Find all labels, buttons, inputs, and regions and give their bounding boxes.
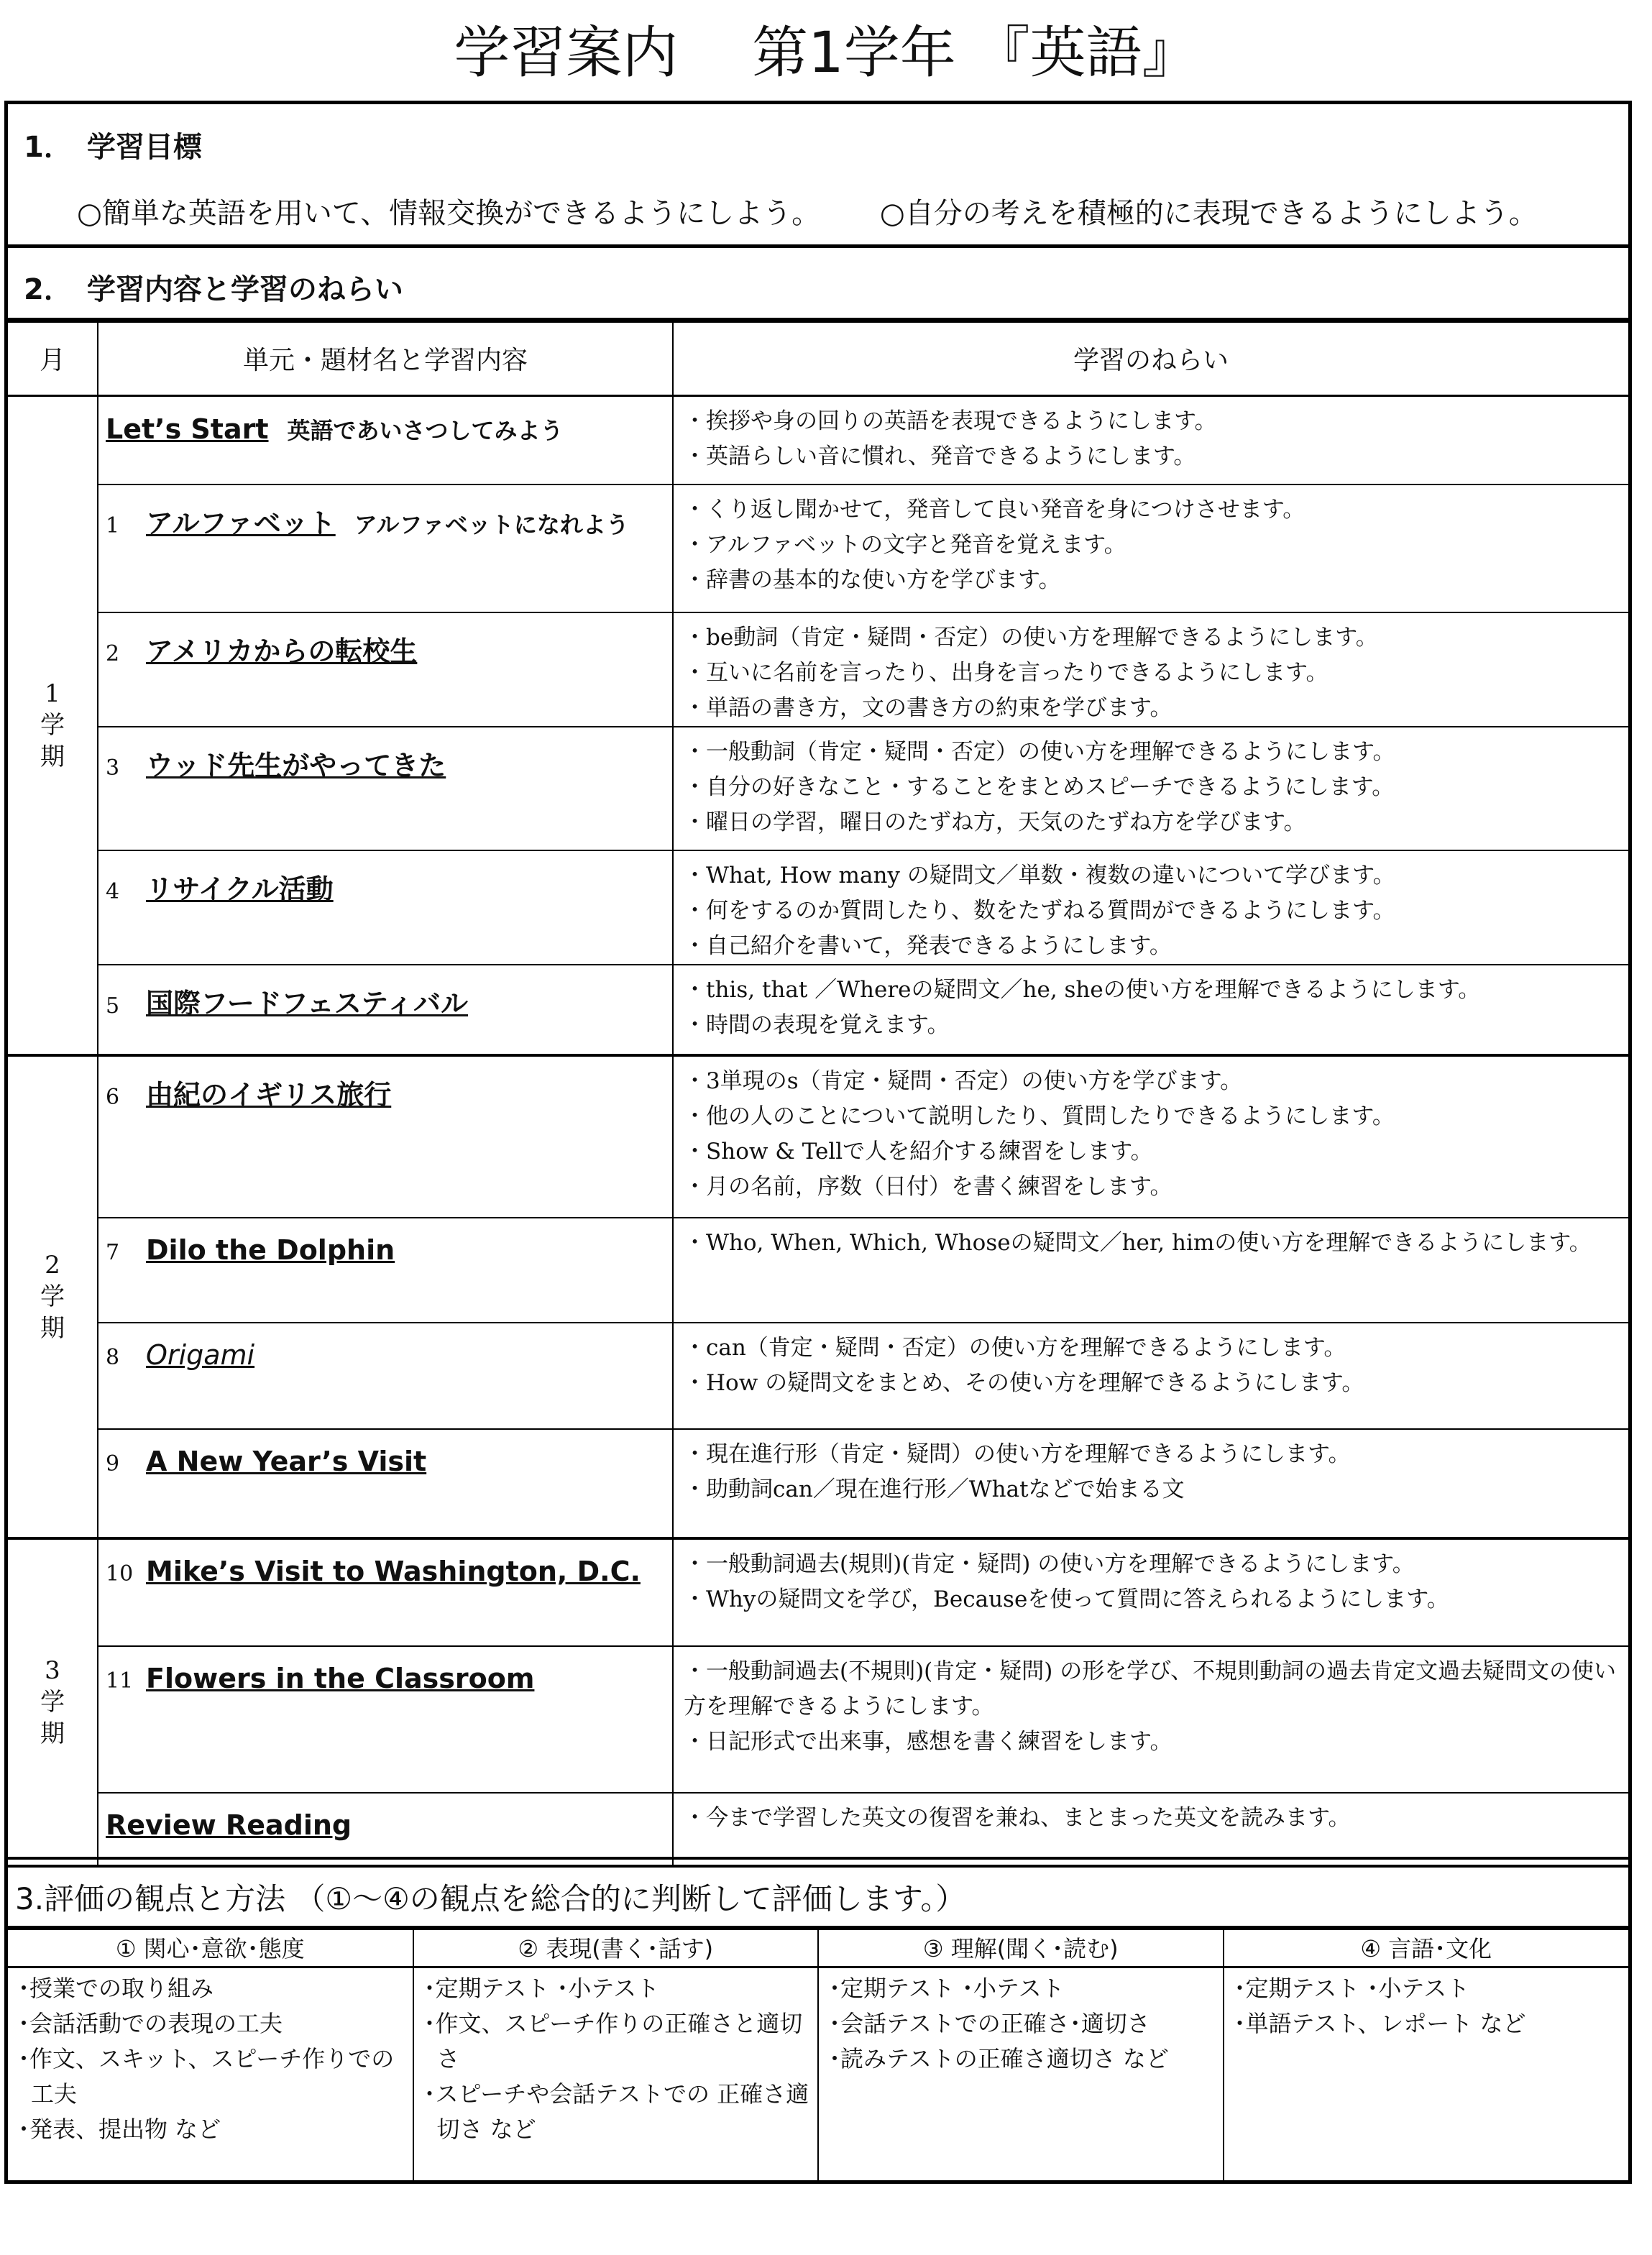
aim-item: ・一般動詞過去(不規則)(肯定・疑問) の形を学び、不規則動詞の過去肯定文過去疑問文の使い方を理解できるようにします。 (684, 1658, 1616, 1719)
aim-cell (673, 1538, 1628, 1646)
term-label (8, 1055, 98, 1538)
unit-number: 4 (106, 879, 120, 904)
aim-cell (673, 1218, 1628, 1323)
aim-cell (673, 1793, 1628, 1866)
aim-item: ・this, that ／Whereの疑問文／he, sheの使い方を理解できるようにします。 (684, 977, 1481, 1003)
evaluation-row (8, 1967, 1628, 2182)
term-label-char: 学 (40, 710, 65, 740)
study-plan-table (8, 321, 1628, 1868)
aim-item: ・単語の書き方，文の書き方の約束を学びます。 (684, 695, 1173, 721)
aim-item: ・挨拶や身の回りの英語を表現できるようにします。 (684, 408, 1217, 434)
table-row (8, 484, 1628, 612)
unit-subtitle: アルファベットになれよう (354, 511, 629, 538)
aim-item: ・自分の好きなこと・することをまとめスピーチできるようにします。 (684, 774, 1395, 800)
unit-cell (98, 1055, 673, 1218)
evaluation-method-item: ･読みテストの正確さ適切さ など (829, 2044, 1169, 2072)
goal-item: ○簡単な英語を用いて、情報交換ができるようにしよう。 (77, 197, 821, 230)
aim-item: ・今まで学習した英文の復習を兼ね、まとまった英文を読みます。 (684, 1805, 1351, 1831)
unit-number: 11 (106, 1668, 134, 1694)
term-label-char: 期 (40, 742, 65, 771)
unit-title: Flowers in the Classroom (146, 1663, 535, 1694)
evaluation-method-item: ･授業での取り組み (18, 1974, 214, 2002)
unit-title: ウッド先生がやってきた (146, 750, 446, 781)
term-label (8, 395, 98, 1055)
aim-item: ・一般動詞過去(規則)(肯定・疑問) の使い方を理解できるようにします。 (684, 1551, 1415, 1577)
unit-cell (98, 1323, 673, 1429)
aim-cell (673, 850, 1628, 965)
aim-item: ・辞書の基本的な使い方を学びます。 (684, 567, 1061, 593)
evaluation-method-item: ･スピーチや会話テストでの 正確さ適切さ など (423, 2080, 809, 2143)
unit-cell (98, 727, 673, 850)
aim-cell (673, 727, 1628, 850)
unit-number: 6 (106, 1085, 120, 1110)
column-header-aim: 学習のねらい (673, 322, 1628, 395)
content-heading: 2． 学習内容と学習のねらい (24, 273, 403, 306)
unit-number: 1 (106, 513, 120, 538)
evaluation-criterion-header: ③ 理解(聞く･読む) (818, 1929, 1224, 1967)
unit-title: Mike’s Visit to Washington, D.C. (146, 1556, 641, 1587)
goal-item: ○自分の考えを積極的に表現できるようにしよう。 (879, 197, 1538, 230)
aim-item: ・何をするのか質問したり、数をたずねる質問ができるようにします。 (684, 898, 1395, 924)
unit-number: 10 (106, 1561, 134, 1586)
unit-number: 5 (106, 993, 120, 1019)
unit-number: 7 (106, 1240, 120, 1265)
aim-cell (673, 395, 1628, 484)
evaluation-method-item: ･定期テスト ･小テスト (423, 1974, 660, 2002)
evaluation-method-item: ･会話テストでの正確さ･適切さ (829, 2009, 1150, 2037)
aim-cell (673, 965, 1628, 1055)
aim-item: ・くり返し聞かせて，発音して良い発音を身につけさせます。 (684, 497, 1305, 523)
table-row (8, 1793, 1628, 1866)
document-frame (4, 101, 1632, 2184)
aim-item: ・3単現のs（肯定・疑問・否定）の使い方を学びます。 (684, 1068, 1243, 1094)
evaluation-method-item: ･会話活動での表現の工夫 (18, 2009, 283, 2037)
evaluation-table (8, 1929, 1628, 2183)
aim-item: ・助動詞can／現在進行形／Whatなどで始まる文 (684, 1476, 1185, 1502)
unit-number: 2 (106, 641, 120, 666)
learning-goals-section (8, 104, 1628, 248)
aim-item: ・時間の表現を覚えます。 (684, 1012, 950, 1038)
unit-title: Let’s Start (106, 413, 269, 445)
aim-item: ・月の名前，序数（日付）を書く練習をします。 (684, 1174, 1173, 1200)
aim-item: ・互いに名前を言ったり、出身を言ったりできるようにします。 (684, 660, 1329, 686)
unit-title: 国際フードフェスティバル (146, 988, 469, 1019)
learning-goals (77, 190, 1588, 231)
evaluation-section (8, 1857, 1628, 1929)
aim-item: ・be動詞（肯定・疑問・否定）の使い方を理解できるようにします。 (684, 625, 1378, 651)
unit-cell (98, 1218, 673, 1323)
aim-cell (673, 1429, 1628, 1538)
unit-cell (98, 850, 673, 965)
unit-cell (98, 1646, 673, 1793)
evaluation-method-item: ･定期テスト ･小テスト (829, 1974, 1065, 2002)
aim-cell (673, 1646, 1628, 1793)
evaluation-method-item: ･作文、スキット、スピーチ作りでの工夫 (18, 2044, 395, 2108)
unit-title: Dilo the Dolphin (146, 1234, 395, 1266)
unit-subtitle: 英語であいさつしてみよう (287, 416, 564, 444)
aim-item: ・Who, When, Which, Whoseの疑問文／her, himの使い方を理解できるようにします。 (684, 1230, 1592, 1256)
table-row (8, 850, 1628, 965)
table-header-row (8, 322, 1628, 395)
unit-cell (98, 395, 673, 484)
term-label-char: 期 (40, 1719, 65, 1748)
aim-item: ・Whyの疑問文を学び，Becauseを使って質問に答えられるようにします。 (684, 1586, 1449, 1612)
evaluation-method-item: ･単語テスト、レポート など (1234, 2009, 1526, 2037)
aim-item: ・What, How many の疑問文／単数・複数の違いについて学びます。 (684, 863, 1395, 888)
evaluation-methods-cell (413, 1967, 819, 2182)
aim-item: ・現在進行形（肯定・疑問）の使い方を理解できるようにします。 (684, 1441, 1351, 1467)
unit-cell (98, 1538, 673, 1646)
evaluation-criterion-header: ① 関心･意欲･態度 (8, 1929, 413, 1967)
aim-cell (673, 484, 1628, 612)
evaluation-criterion-header: ② 表現(書く･話す) (413, 1929, 819, 1967)
table-row (8, 395, 1628, 484)
aim-item: ・曜日の学習，曜日のたずね方，天気のたずね方を学びます。 (684, 809, 1306, 835)
table-row (8, 1055, 1628, 1218)
unit-title: リサイクル活動 (146, 873, 334, 905)
aim-item: ・Show & Tellで人を紹介する練習をします。 (684, 1139, 1153, 1165)
unit-title: Origami (146, 1339, 255, 1371)
evaluation-heading: 3.評価の観点と方法 （①～④の観点を総合的に判断して評価します。） (15, 1881, 966, 1916)
column-header-unit: 単元・題材名と学習内容 (98, 322, 673, 395)
unit-title: A New Year’s Visit (146, 1446, 427, 1477)
unit-title: 由紀のイギリス旅行 (146, 1079, 392, 1111)
evaluation-method-item: ･発表、提出物 など (18, 2115, 221, 2143)
evaluation-criterion-header: ④ 言語･文化 (1224, 1929, 1629, 1967)
aim-item: ・アルファベットの文字と発音を覚えます。 (684, 532, 1126, 558)
aim-item: ・日記形式で出来事，感想を書く練習をします。 (684, 1729, 1173, 1755)
evaluation-method-item: ･作文、スピーチ作りの正確さと適切さ (423, 2009, 803, 2072)
aim-item: ・How の疑問文をまとめ、その使い方を理解できるようにします。 (684, 1370, 1364, 1396)
term-label-char: 2 (45, 1251, 60, 1280)
unit-cell (98, 1793, 673, 1866)
unit-cell (98, 612, 673, 727)
evaluation-methods-cell (8, 1967, 413, 2182)
evaluation-methods-cell (818, 1967, 1224, 2182)
aim-item: ・他の人のことについて説明したり、質問したりできるようにします。 (684, 1103, 1395, 1129)
term-label-char: 学 (40, 1688, 65, 1717)
aim-item: ・can（肯定・疑問・否定）の使い方を理解できるようにします。 (684, 1335, 1346, 1361)
table-row (8, 1646, 1628, 1793)
table-row (8, 965, 1628, 1055)
unit-number: 9 (106, 1451, 120, 1476)
column-header-month: 月 (8, 322, 98, 395)
content-section-header (8, 248, 1628, 321)
unit-number: 8 (106, 1345, 120, 1370)
unit-cell (98, 1429, 673, 1538)
aim-cell (673, 1323, 1628, 1429)
learning-goals-heading: 1． 学習目標 (24, 131, 202, 164)
aim-item: ・一般動詞（肯定・疑問・否定）の使い方を理解できるようにします。 (684, 739, 1395, 765)
unit-cell (98, 484, 673, 612)
evaluation-method-item: ･定期テスト ･小テスト (1234, 1974, 1470, 2002)
unit-cell (98, 965, 673, 1055)
aim-item: ・自己紹介を書いて，発表できるようにします。 (684, 933, 1172, 959)
unit-title: Review Reading (106, 1809, 352, 1841)
aim-item: ・英語らしい音に慣れ、発音できるようにします。 (684, 443, 1196, 469)
unit-number: 3 (106, 756, 120, 781)
aim-cell (673, 612, 1628, 727)
table-row (8, 727, 1628, 850)
table-row (8, 612, 1628, 727)
evaluation-methods-cell (1224, 1967, 1629, 2182)
term-label-char: 3 (45, 1656, 60, 1685)
evaluation-header-row (8, 1929, 1628, 1967)
unit-title: アルファベット (146, 508, 336, 539)
term-label-char: 期 (40, 1314, 65, 1343)
table-row (8, 1429, 1628, 1538)
aim-cell (673, 1055, 1628, 1218)
table-row (8, 1538, 1628, 1646)
table-row (8, 1323, 1628, 1429)
page-title: 学習案内 第1学年 『英語』 (454, 21, 1198, 86)
term-label-char: 学 (40, 1282, 65, 1311)
term-label (8, 1538, 98, 1866)
unit-title: アメリカからの転校生 (146, 635, 418, 667)
term-label-char: 1 (45, 679, 60, 708)
table-row (8, 1218, 1628, 1323)
